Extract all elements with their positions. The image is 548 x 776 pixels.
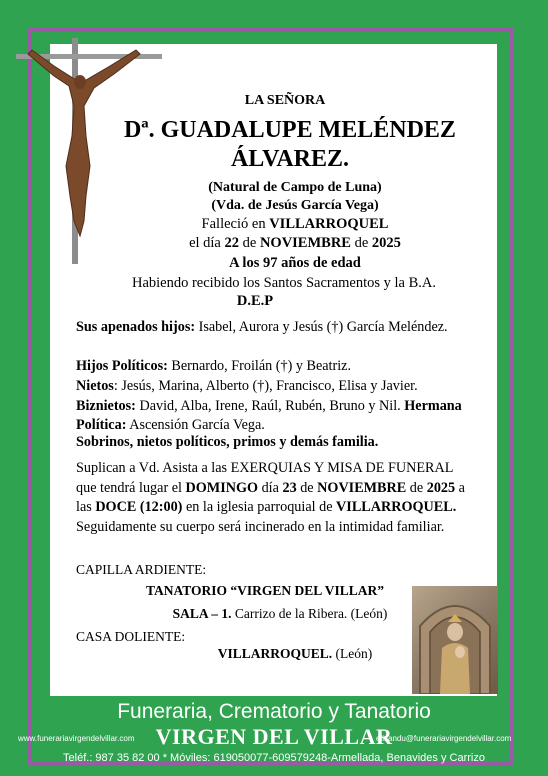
ask-text-4: de: [406, 479, 427, 496]
died-place: VILLARROQUEL: [269, 216, 389, 232]
date-day: 22: [224, 235, 239, 251]
ask-place: VILLARROQUEL.: [336, 499, 457, 515]
ask-text-2: día: [258, 479, 283, 496]
sons-text: Isabel, Aurora y Jesús (†) García Meléndez.: [195, 319, 448, 335]
casa-line: [180, 646, 410, 662]
tanatorio-name: TANATORIO “VIRGEN DEL VILLAR”: [146, 583, 384, 598]
virgin-statue-icon: [412, 586, 498, 694]
grand-text: : Jesús, Marina, Alberto (†), Francisco, Elisa y Javier.: [113, 378, 418, 394]
sisterinlaw-label: Hermana Política:: [76, 397, 462, 433]
ask-time: DOCE (12:00): [95, 499, 183, 515]
deceased-name-line2: ÁLVAREZ.: [230, 146, 350, 172]
sons-label: Sus apenados hijos:: [76, 319, 196, 335]
footer-phones: Teléf.: 987 35 82 00 * Móviles: 619050077-609579248-Armellada, Benavides y Carrizo: [63, 752, 485, 764]
date-line: [120, 235, 470, 252]
ask-text-7: Seguidamente su cuerpo será incinerado en la intimidad familiar.: [76, 518, 445, 535]
footer-brand: VIRGEN DEL VILLAR: [155, 724, 393, 749]
sala-line: [150, 606, 410, 622]
casa-place: VILLARROQUEL.: [217, 646, 333, 661]
deceased-name-line1: Dª. GUADALUPE MELÉNDEZ: [124, 117, 456, 143]
capilla-label: CAPILLA ARDIENTE:: [76, 562, 207, 577]
footer-title: Funeraria, Crematorio y Tanatorio: [117, 700, 431, 723]
ask-text-5: a las: [76, 479, 465, 515]
footer-website-link[interactable]: www.funerariavirgendelvillar.com: [18, 734, 135, 743]
died-prefix: Falleció en: [201, 216, 270, 232]
greatgrand-label: Biznietos:: [76, 397, 136, 414]
origin-line: (Natural de Campo de Luna): [208, 180, 382, 195]
sala-location: Carrizo de la Ribera. (León): [231, 606, 388, 621]
ask-text-3: de: [296, 479, 318, 496]
date-prefix: el día: [189, 235, 225, 251]
sisterinlaw-text: Ascensión García Vega.: [126, 417, 265, 433]
ask-text-6: en la iglesia parroquial de: [182, 499, 337, 515]
died-line: [120, 216, 470, 233]
greatgrand-text: David, Alba, Irene, Raúl, Rubén, Bruno y Nil.: [135, 397, 405, 414]
inlaws-label: Hijos Políticos:: [76, 358, 168, 374]
ask-sunday: DOMINGO: [185, 479, 259, 496]
date-mid: de: [239, 235, 260, 251]
grand-label: Nietos: [76, 378, 114, 394]
widow-line: (Vda. de Jesús García Vega): [211, 198, 379, 213]
ask-text-1: Suplican a Vd. Asista a las EXERQUIAS Y MISA DE FUNERAL que tendrá lugar el: [76, 460, 453, 496]
ask-day: 23: [282, 479, 297, 496]
ask-year: 2025: [426, 479, 456, 496]
family-line: Sobrinos, nietos políticos, primos y demás familia.: [76, 434, 379, 450]
relatives-paragraph: [76, 377, 476, 436]
ask-month: NOVIEMBRE: [317, 479, 407, 496]
sacraments-line: Habiendo recibido los Santos Sacramentos y la B.A.: [131, 275, 437, 291]
casa-province: (León): [332, 646, 373, 661]
footer-email-link[interactable]: elisandu@funerariavirgendelvillar.com: [376, 734, 512, 743]
heading: LA SEÑORA: [244, 93, 326, 108]
sons-paragraph: [76, 319, 476, 336]
virgin-image: [412, 586, 498, 694]
date-year: 2025: [371, 235, 401, 251]
age-line: A los 97 años de edad: [229, 255, 361, 271]
casa-label: CASA DOLIENTE:: [76, 629, 186, 644]
date-mid2: de: [350, 235, 372, 251]
date-month: NOVIEMBRE: [259, 235, 351, 251]
ceremony-paragraph: [76, 459, 476, 537]
inlaws-paragraph: [76, 358, 476, 375]
dep-line: D.E.P: [236, 293, 274, 309]
inlaws-text: Bernardo, Froilán (†) y Beatriz.: [167, 358, 352, 374]
sala-number: SALA – 1.: [172, 606, 232, 621]
